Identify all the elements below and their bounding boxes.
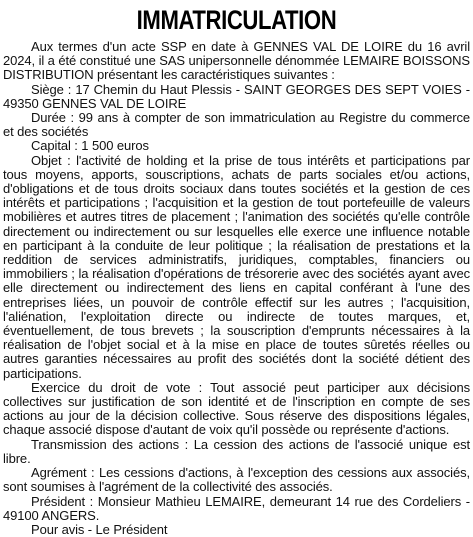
paragraph-constitution: Aux termes d'un acte SSP en date à GENNES VAL DE LOIRE du 16 avril 2024, il a été constitué une SAS unipersonnelle dénommée LEMAIRE BOISSONS DISTRIBUTION présentant les caractéristiques suivantes : xyxy=(3,39,470,83)
paragraph-droit-de-vote: Exercice du droit de vote : Tout associé peut participer aux décisions collectives sur justification de son identité et de l'inscription en compte de ses actions au jour de la décision collective. Sous réserve des dispositions légales, chaque associé dispose d'autant de voix qu'il possède ou représente d'actions. xyxy=(3,379,470,438)
paragraph-transmission: Transmission des actions : La cession des actions de l'associé unique est libre. xyxy=(3,436,470,466)
paragraph-siege: Siège : 17 Chemin du Haut Plessis - SAINT GEORGES DES SEPT VOIES - 49350 GENNES VAL DE LOIRE xyxy=(3,81,470,111)
notice-title: IMMATRICULATION xyxy=(136,5,337,35)
paragraph-agrement: Agrément : Les cessions d'actions, à l'exception des cessions aux associés, sont soumises à l'agrément de la collectivité des associés. xyxy=(3,465,470,495)
paragraph-duree: Durée : 99 ans à compter de son immatriculation au Registre du commerce et des sociétés xyxy=(3,110,470,140)
paragraph-objet: Objet : l'activité de holding et la prise de tous intérêts et participations par tous moyens, apports, souscriptions, achats de parts sociales et/ou actions, d'obligations et de tous droits sociaux dans toutes sociétés et la gestion de ces intérêts et participations ; l'acquisition et la gestion de tout portefeuille de valeurs mobilières et autres titres de placement ; l'animation des sociétés qu'elle contrôle directement ou indirectement ou sur lesquelles elle exerce une influence notable en participant à la conduite de leur politique ; la réalisation de prestations et la reddition de services administratifs, juridiques, comptables, financiers ou immobiliers ; la réalisation d'opérations de trésorerie avec des sociétés ayant avec elle directement ou indirectement des liens en capital conférant à l'une des entreprises liées, un pouvoir de contrôle effectif sur les autres ; l'acquisition, l'aliénation, l'exploitation directe ou indirecte de toutes marques, et, éventuellement, de tous brevets ; la souscription d'emprunts nécessaires à la réalisation de l'objet social et à la mise en place de toutes sûretés réelles ou autres garanties nécessaires au profit des sociétés dont la société détient des participations. xyxy=(3,152,470,381)
paragraph-signature: Pour avis - Le Président xyxy=(31,521,168,537)
paragraph-president: Président : Monsieur Mathieu LEMAIRE, demeurant 14 rue des Cordeliers - 49100 ANGERS. xyxy=(3,493,470,523)
paragraph-capital: Capital : 1 500 euros xyxy=(31,138,149,154)
